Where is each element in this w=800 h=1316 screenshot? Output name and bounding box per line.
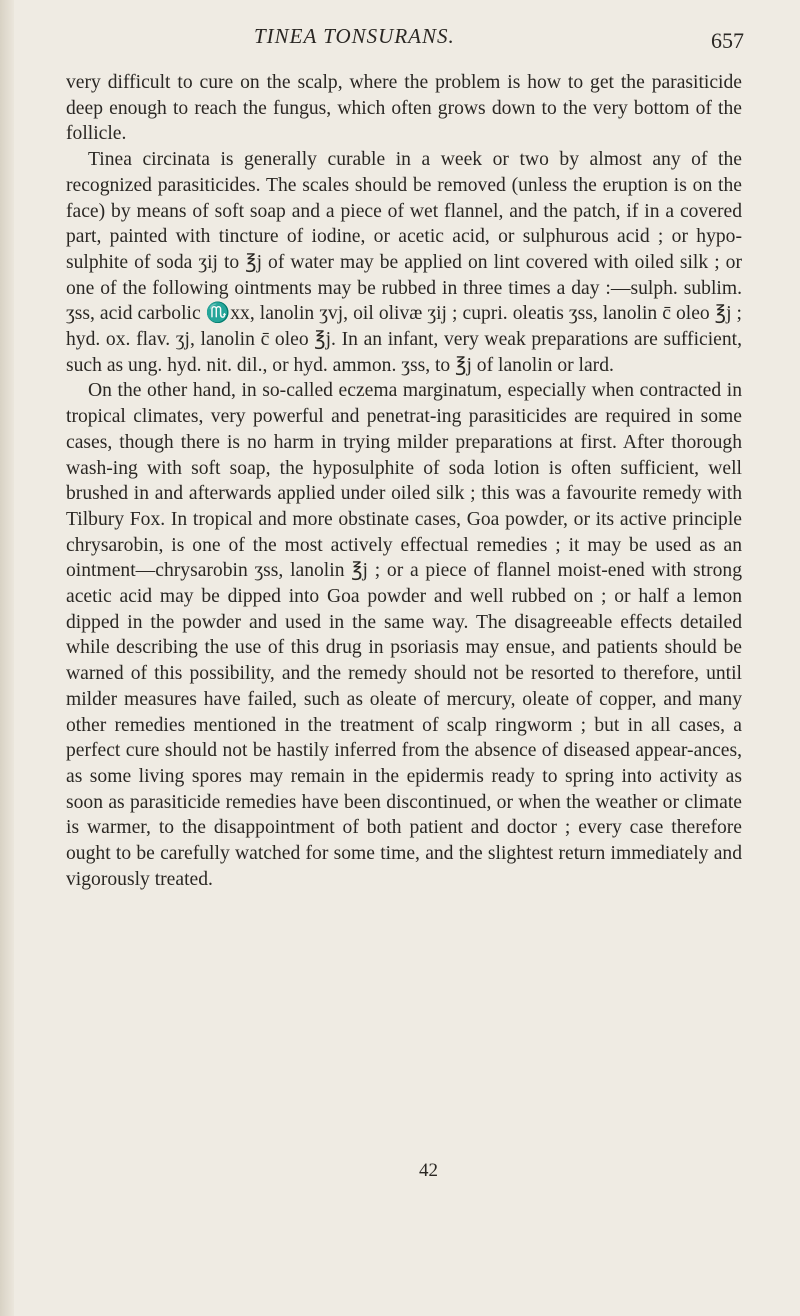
paragraph-tinea-circinata: Tinea circinata is generally curable in a week or two by almost any of the recognized parasiticides. The scales should be removed (unless the eruption is on the face) by means of soft soap and a piece of wet flannel, and the patch, if in a covered part, painted with tincture of iodine, or acetic acid, or sulphurous acid ; or hypo-sulphite of soda ʒij to ℥j of water may be applied on lint covered with oiled silk ; or one of the following ointments may be rubbed in three times a day :—sulph. sublim. ʒss, acid carbolic ♏xx, lanolin ʒvj, oil olivæ ʒij ; cupri. oleatis ʒss, lanolin c̄ oleo ℥j ; hyd. ox. flav. ʒj, lanolin c̄ oleo ℥j. In an infant, very weak preparations are sufficient, such as ung. hyd. nit. dil., or hyd. ammon. ʒss, to ℥j of lanolin or lard. (66, 149, 742, 376)
page-number: 657 (711, 28, 744, 53)
running-title: TINEA TONSURANS. (254, 24, 455, 48)
body-text (66, 70, 742, 893)
page-binding-edge (0, 0, 14, 1316)
signature-mark: 42 (419, 1160, 438, 1181)
paragraph-continuation: very difficult to cure on the scalp, where the problem is how to get the parasiticide deep enough to reach the fungus, which often grows down to the very bottom of the follicle. (66, 72, 742, 145)
paragraph-eczema-marginatum: On the other hand, in so-called eczema marginatum, especially when contracted in tropical climates, very powerful and penetrat-ing parasiticides are required in some cases, though there is no harm in trying milder preparations at first. After thorough wash-ing with soft soap, the hyposulphite of soda lotion is often sufficient, well brushed in and afterwards applied under oiled silk ; this was a favourite remedy with Tilbury Fox. In tropical and more obstinate cases, Goa powder, or its active principle chrysarobin, is one of the most actively effectual remedies ; it may be used as an ointment—chrysarobin ʒss, lanolin ℥j ; or a piece of flannel moist-ened with strong acetic acid may be dipped into Goa powder and well rubbed on ; or half a lemon dipped in the powder and used in the same way. The disagreeable effects detailed while describing the use of this drug in psoriasis may ensue, and patients should be warned of this possibility, and the remedy should not be resorted to therefore, until milder measures have failed, such as oleate of mercury, oleate of copper, and many other remedies mentioned in the treatment of scalp ringworm ; but in all cases, a perfect cure should not be hastily inferred from the absence of diseased appear-ances, as some living spores may remain in the epidermis ready to spring into activity as soon as parasiticide remedies have been discontinued, or when the weather or climate is warmer, to the disappointment of both patient and doctor ; every case therefore ought to be carefully watched for some time, and the slightest return immediately and vigorously treated. (66, 380, 742, 890)
page-header (64, 22, 744, 54)
